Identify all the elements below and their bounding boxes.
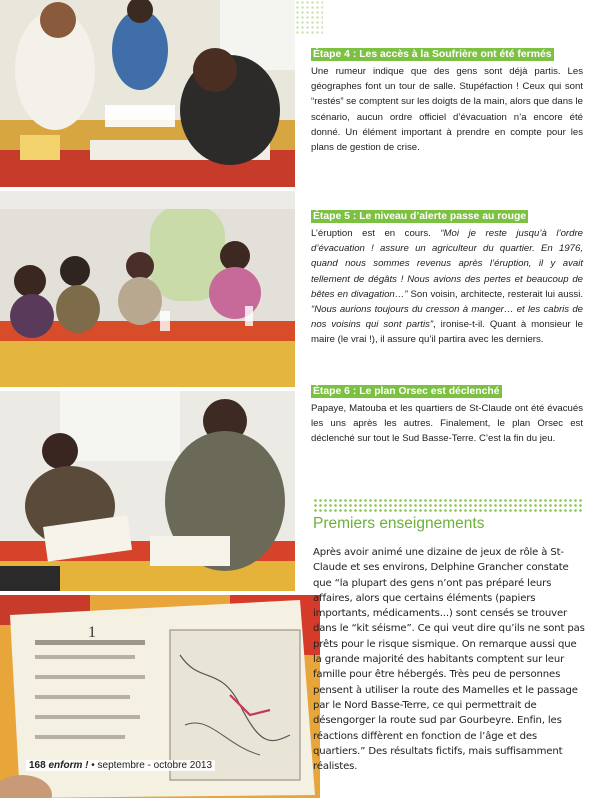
step-6-body: Papaye, Matouba et les quartiers de St-Claude ont été évacués les uns après les autres. Finalement, le plan Orsec est déclenché sur tout le Sud Basse-Terre. C’est la fin du jeu. (311, 403, 583, 445)
step-5-quote-2: “Nous aurions toujours du cresson à manger… et les cabris de nos voisins qui sont partis” (311, 304, 583, 331)
photo-group-seated (0, 191, 295, 387)
decorative-dots-top (295, 0, 323, 36)
photo-participants-writing (0, 391, 295, 591)
page-number: 168 (29, 760, 46, 771)
page-footer (26, 760, 215, 771)
step-5-mid: Son voisin, architecte, resterait lui aussi. (407, 288, 583, 300)
step-5-end: , ironise-t-il. Quant à monsieur le maire (le vrai !), il assure qu’il partira avec les derniers. (311, 319, 583, 346)
step-4 (311, 45, 583, 155)
step-4-title: Étape 4 : Les accès à la Soufrière ont été fermés (313, 49, 552, 60)
step-5-quote-1: “Moi je reste jusqu’à l’ordre d’évacuation ! assure un agriculteur du quartier. En 1976, quand nous sommes revenus après l’éruption, il y avait tellement de dégâts ! Nous avions des pertes et beaucoup de bêtes en divagation…” (311, 228, 583, 300)
step-6 (311, 382, 583, 447)
step-6-title: Étape 6 : Le plan Orsec est déclenché (313, 386, 500, 397)
photo-workshop-table (0, 0, 295, 187)
step-5-title: Étape 5 : Le niveau d’alerte passe au rouge (313, 211, 527, 222)
step-4-body: Une rumeur indique que des gens sont déjà partis. Les géographes font un tour de salle. Stupéfaction ! Ceux qui sont “restés” se comptent sur les doigts de la main, alors que dans le scénario, aucun ordre officiel d’évacuation n’a encore été donné. Un élément important à prendre en compte pour les plans de gestion de crise. (311, 66, 583, 154)
step-5-intro: L’éruption est en cours. (311, 228, 441, 239)
worksheet-number: 1 (88, 624, 96, 641)
section-body: Après avoir animé une dizaine de jeux de rôle à St-Claude et ses environs, Delphine Grancher constate que “la plupart des gens n’ont pas préparé leurs affaires, alors que certains éléments (papiers importants, médicaments...) sont censés se trouver dans le “kit séisme”. Ce qui veut dire qu’ils ne sont pas prêts pour le risque sismique. On remarque aussi que la grande majorité des habitants comptent sur leur famille pour être hébergés. Très peu de personnes pensent à utiliser la route des Mamelles et le passage par le Nord Basse-Terre, ce qui permettrait de désengorger la route sud par Gourbeyre. Enfin, les réactions diffèrent en fonction de l’âge et des quartiers.” Des résultats fictifs, mais suffisamment réalistes. (313, 547, 585, 773)
section-heading: Premiers enseignements (313, 515, 485, 532)
decorative-dots-separator (313, 498, 583, 512)
issue-date: • septembre - octobre 2013 (88, 760, 213, 771)
step-5-body (311, 226, 583, 348)
magazine-name: enform ! (48, 760, 89, 771)
step-5 (311, 207, 583, 348)
